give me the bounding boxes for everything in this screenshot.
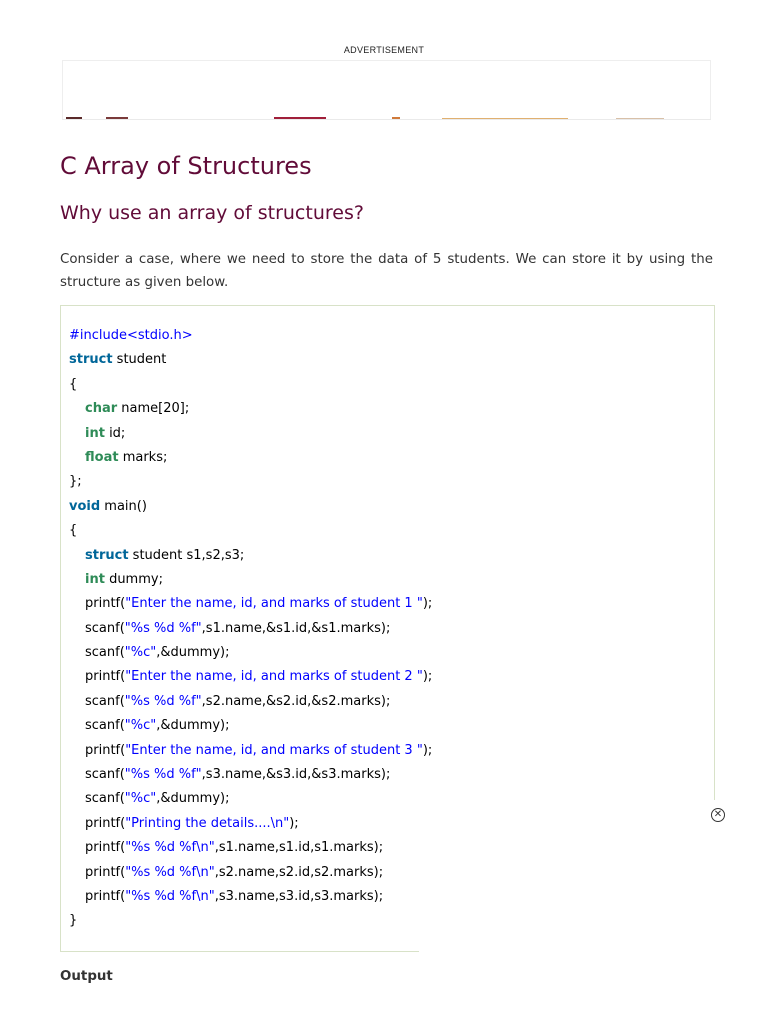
code-text: ,s2.name,&s2.id,&s2.marks); xyxy=(201,693,391,709)
code-text: printf( xyxy=(85,840,126,856)
code-string: "%s %d %f\n" xyxy=(125,840,215,856)
code-text: scanf( xyxy=(85,620,125,636)
code-line xyxy=(69,544,432,568)
code-keyword: struct xyxy=(85,547,129,563)
code-text: ); xyxy=(289,815,299,831)
section-heading: Why use an array of structures? xyxy=(60,202,364,224)
code-text: ,s3.name,s3.id,s3.marks); xyxy=(214,888,384,904)
code-text: printf( xyxy=(85,742,126,758)
code-type: int xyxy=(85,571,105,587)
code-line xyxy=(69,592,432,616)
intro-paragraph: Consider a case, where we need to store the data of 5 students. We can store it by using the structure as given below. xyxy=(60,252,713,290)
code-line xyxy=(69,714,432,738)
code-text: dummy; xyxy=(104,571,163,587)
code-text: ,&dummy); xyxy=(156,791,230,807)
code-line xyxy=(69,909,432,933)
code-line xyxy=(69,568,432,592)
code-line xyxy=(69,739,432,763)
code-text: ); xyxy=(422,596,433,612)
code-text: ,&dummy); xyxy=(156,718,230,734)
code-text: ); xyxy=(422,742,433,758)
code-string: "%s %d %f\n" xyxy=(125,864,215,880)
code-line xyxy=(69,763,432,787)
output-heading: Output xyxy=(60,969,113,984)
code-block-border-gap xyxy=(713,800,716,952)
code-text: printf( xyxy=(85,864,126,880)
code-text: ,&dummy); xyxy=(156,645,230,661)
code-type: float xyxy=(85,449,119,465)
code-line xyxy=(69,324,432,348)
code-text: }; xyxy=(69,474,82,490)
code-line xyxy=(69,422,432,446)
code-line xyxy=(69,519,432,543)
code-string: "%c" xyxy=(124,645,157,661)
code-text: id; xyxy=(104,425,126,441)
code-string: "Enter the name, id, and marks of student 3 " xyxy=(125,742,423,758)
code-text: ,s2.name,s2.id,s2.marks); xyxy=(214,864,384,880)
code-line xyxy=(69,787,432,811)
ad-label: ADVERTISEMENT xyxy=(343,45,425,55)
code-text: } xyxy=(69,913,78,929)
code-line xyxy=(69,617,432,641)
code-string: "Enter the name, id, and marks of student 2 " xyxy=(125,669,423,685)
code-preprocessor: #include<stdio.h> xyxy=(69,328,193,343)
code-text: scanf( xyxy=(85,791,125,807)
code-line xyxy=(69,812,432,836)
code-string: "Printing the details....\n" xyxy=(125,815,290,831)
code-text: name[20]; xyxy=(117,401,190,417)
code-listing xyxy=(69,324,432,934)
code-string: "%c" xyxy=(124,718,157,734)
code-text: student xyxy=(112,352,167,368)
code-line xyxy=(69,373,432,397)
code-line xyxy=(69,665,432,689)
code-text: scanf( xyxy=(85,767,125,783)
code-text: scanf( xyxy=(85,718,125,734)
code-string: "%s %d %f" xyxy=(124,767,202,783)
code-block-bottom-border xyxy=(60,951,419,952)
code-text: ,s1.name,s1.id,s1.marks); xyxy=(214,840,384,856)
code-text: printf( xyxy=(85,888,126,904)
code-line xyxy=(69,690,432,714)
ad-banner[interactable] xyxy=(62,60,711,120)
code-string: "%s %d %f\n" xyxy=(125,888,215,904)
code-keyword: struct xyxy=(69,352,113,368)
code-text: printf( xyxy=(85,815,126,831)
code-line xyxy=(69,470,432,494)
code-keyword: void xyxy=(69,498,101,514)
code-string: "%s %d %f" xyxy=(124,693,202,709)
code-line xyxy=(69,446,432,470)
code-string: "%c" xyxy=(124,791,157,807)
code-text: { xyxy=(69,523,78,539)
code-text: { xyxy=(69,376,78,392)
code-line xyxy=(69,397,432,421)
code-text: ); xyxy=(422,669,433,685)
code-text: scanf( xyxy=(85,693,125,709)
code-type: char xyxy=(85,401,118,417)
code-line xyxy=(69,348,432,372)
code-type: int xyxy=(85,425,105,441)
code-text: ,s3.name,&s3.id,&s3.marks); xyxy=(201,767,391,783)
code-text: main() xyxy=(100,498,147,514)
code-text: printf( xyxy=(85,669,126,685)
code-line xyxy=(69,641,432,665)
code-text: student s1,s2,s3; xyxy=(128,547,245,563)
code-text: printf( xyxy=(85,596,126,612)
code-text: scanf( xyxy=(85,645,125,661)
code-line xyxy=(69,836,432,860)
code-text: ,s1.name,&s1.id,&s1.marks); xyxy=(201,620,391,636)
code-line xyxy=(69,885,432,909)
code-string: "%s %d %f" xyxy=(124,620,202,636)
code-line xyxy=(69,495,432,519)
code-line xyxy=(69,861,432,885)
code-text: marks; xyxy=(118,449,168,465)
ad-divider xyxy=(62,119,711,120)
code-string: "Enter the name, id, and marks of student 1 " xyxy=(125,596,423,612)
close-circle-icon[interactable]: ✕ xyxy=(711,808,725,822)
page-title: C Array of Structures xyxy=(60,152,312,180)
